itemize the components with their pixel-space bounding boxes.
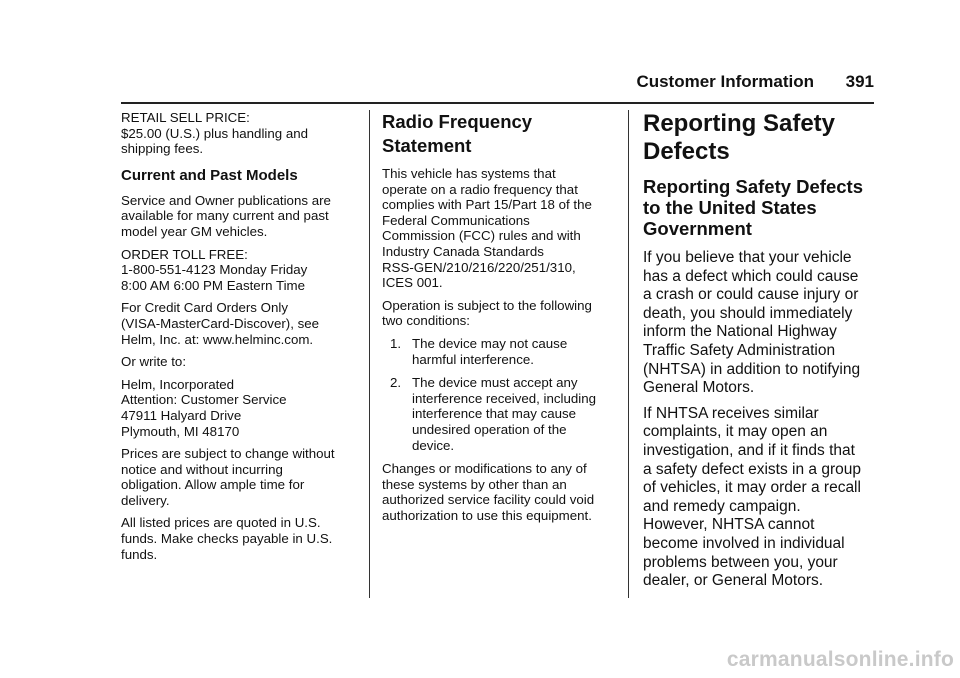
us-government-subheading: Reporting Safety Defects to the United States Government	[643, 176, 863, 239]
section-title: Customer Information	[636, 72, 814, 91]
write-to: Or write to:	[121, 354, 187, 370]
order-toll-free: ORDER TOLL FREE: 1-800-551-4123 Monday Friday 8:00 AM 6:00 PM Eastern Time	[121, 246, 308, 293]
funds-paragraph: All listed prices are quoted in U.S. funds. Make checks payable in U.S. funds.	[121, 515, 333, 562]
credit-card-paragraph: For Credit Card Orders Only (VISA-MasterCard-Discover), see Helm, Inc. at: www.helminc.com.	[121, 300, 320, 347]
modifications-paragraph: Changes or modifications to any of these systems by other than an authorized service facility could void authorization to use this equipment.	[382, 461, 595, 523]
column-2	[382, 110, 614, 530]
watermark-text: carmanualsonline.info	[726, 648, 954, 671]
page-header	[121, 70, 874, 104]
retail-price: RETAIL SELL PRICE: $25.00 (U.S.) plus handling and shipping fees.	[121, 110, 309, 157]
column-3	[643, 110, 875, 598]
mailing-address: Helm, Incorporated Attention: Customer Service 47911 Halyard Drive Plymouth, MI 48170	[121, 376, 287, 439]
radio-frequency-heading: Radio Frequency Statement	[382, 111, 533, 156]
radio-frequency-paragraph: This vehicle has systems that operate on a radio frequency that complies with Part 15/Part 18 of the Federal Communications Commission (FCC) rules and with Industry Canada Standards RSS-GEN/210/216/220/251/310, ICES 001.	[382, 166, 592, 291]
publications-paragraph: Service and Owner publications are available for many current and past model year GM vehicles.	[121, 192, 331, 239]
reporting-safety-defects-heading: Reporting Safety Defects	[643, 110, 836, 165]
defect-paragraph: If you believe that your vehicle has a defect which could cause a crash or could cause injury or death, you should immediately inform the National Highway Traffic Safety Administration (NHTSA) in addition to notifying General Motors.	[643, 249, 861, 397]
operation-conditions: Operation is subject to the following two conditions:	[382, 297, 592, 329]
column-1	[121, 110, 357, 569]
current-past-models-heading: Current and Past Models	[121, 166, 298, 184]
conditions-list	[382, 336, 614, 453]
column-divider	[628, 110, 629, 598]
nhtsa-paragraph: If NHTSA receives similar complaints, it may open an investigation, and if it finds that a safety defect exists in a group of vehicles, it may order a recall and remedy campaign. However, NHTSA cannot become involved in individual problems between you, your dealer, or General Motors.	[643, 404, 861, 590]
page-number: 391	[845, 72, 874, 91]
prices-paragraph: Prices are subject to change without notice and without incurring obligation. Allow ample time for delivery.	[121, 446, 335, 508]
list-item: 2. The device must accept any interference received, including interference that may cause undesired operation of the device.	[390, 375, 597, 453]
column-divider	[369, 110, 370, 598]
list-item: 1. The device may not cause harmful interference.	[390, 335, 568, 367]
